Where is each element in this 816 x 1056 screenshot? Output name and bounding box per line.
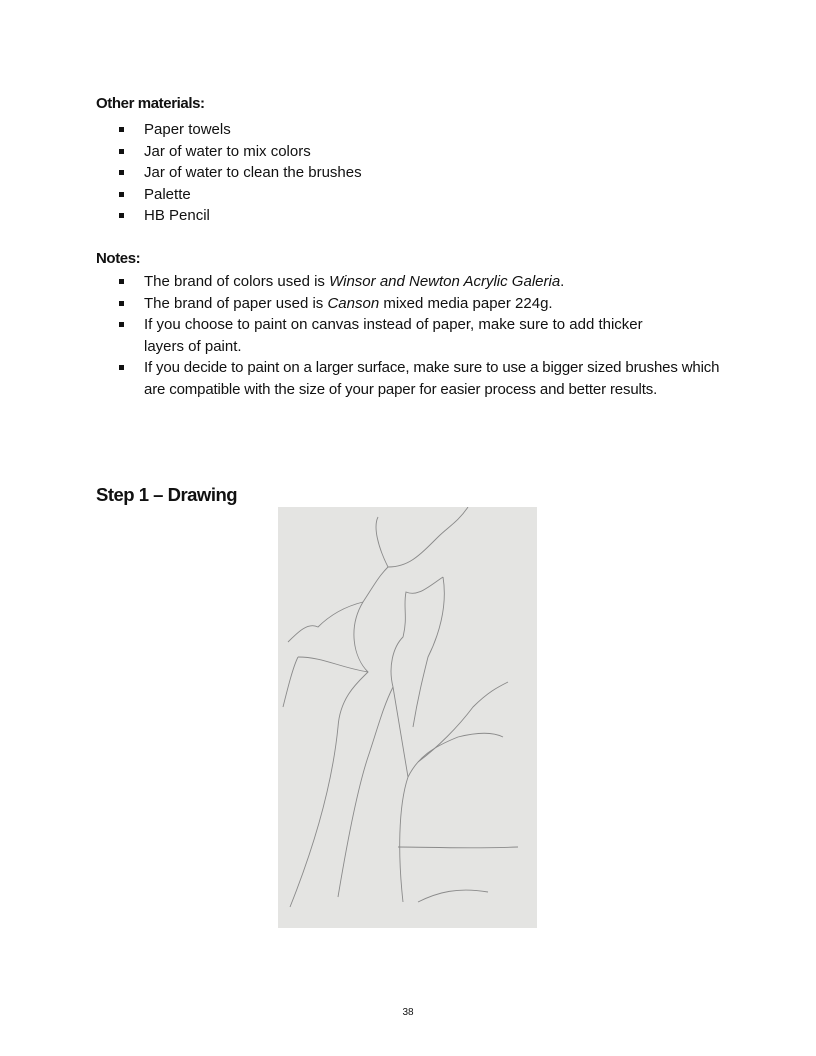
tree-sketch-image [278,507,537,928]
item-text: HB Pencil [144,207,210,224]
list-item [96,162,736,184]
list-item [96,314,736,357]
item-text: Palette [144,185,191,203]
item-italic: Winsor and Newton Acrylic Galeria [329,273,561,290]
step-1-heading: Step 1 – Drawing [96,484,238,505]
bullet-icon [119,213,124,218]
materials-list [96,119,736,227]
notes-list [96,271,736,400]
list-item [96,357,736,400]
list-item [96,271,736,293]
item-text: If you decide to paint on a larger surface, make sure to use a bigger sized brushes which are compatible with the size of your paper for easier process and better results. [144,359,720,398]
list-item [96,184,736,206]
item-text: If you choose to paint on canvas instead of paper, make sure to add thicker layers of paint. [144,316,643,355]
bullet-icon [119,301,124,306]
item-text: Paper towels [144,121,231,138]
bullet-icon [119,279,124,284]
bullet-icon [119,192,124,197]
tree-drawing-photo [278,507,537,928]
bullet-icon [119,322,124,327]
item-text: . [560,273,565,290]
item-text: mixed media paper 224g. [379,294,553,312]
item-text: The brand of paper used is [144,294,328,312]
list-item [96,205,736,227]
list-item [96,119,736,141]
item-italic: Canson [327,294,380,312]
list-item [96,141,736,163]
list-item [96,293,736,315]
bullet-icon [119,170,124,175]
page-number: 38 [402,1007,414,1018]
bullet-icon [119,365,124,370]
bullet-icon [119,127,124,132]
other-materials-heading: Other materials: [96,95,205,112]
item-text: The brand of colors used is [144,273,330,290]
item-text: Jar of water to clean the brushes [144,164,362,181]
notes-heading: Notes: [96,250,141,267]
bullet-icon [119,149,124,154]
item-text: Jar of water to mix colors [144,142,311,160]
